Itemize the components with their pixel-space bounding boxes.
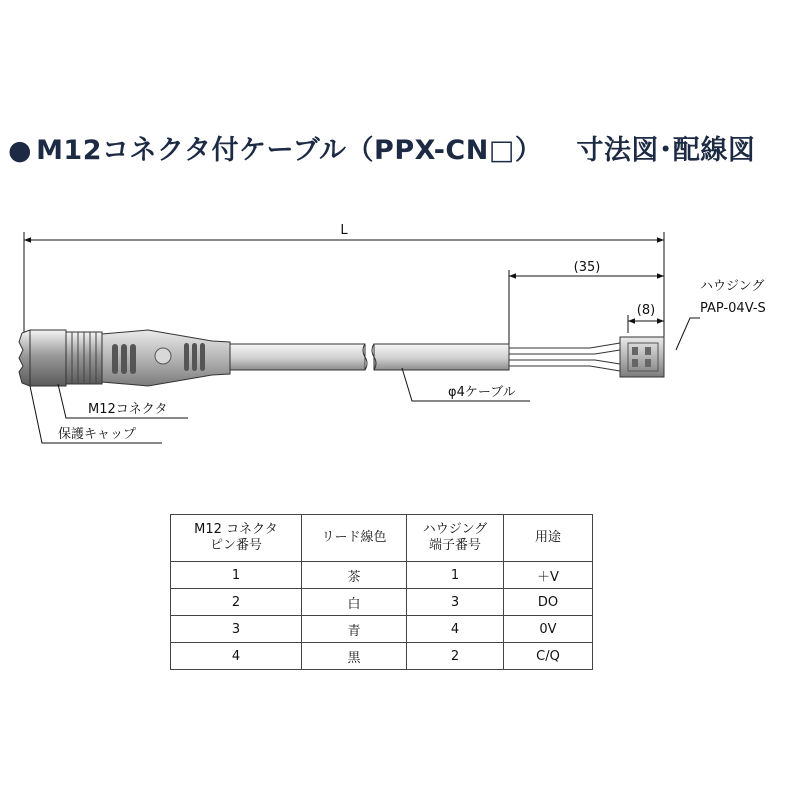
cable-left (230, 344, 365, 370)
dimension-35-label: (35) (573, 260, 601, 275)
cable-label: φ4ケーブル (448, 385, 516, 400)
cell-terminal: 1 (407, 562, 504, 589)
wiring-table (170, 514, 593, 670)
protective-cap (19, 330, 66, 386)
knurled-nut (66, 332, 102, 384)
connector-body (102, 330, 230, 386)
title-bullet: ● (8, 135, 33, 166)
header-housing-terminal: ハウジング 端子番号 (407, 515, 504, 562)
connector-label: M12コネクタ (88, 402, 168, 417)
title-sub: 寸法図･配線図 (576, 135, 756, 166)
cell-terminal: 4 (407, 616, 504, 643)
header-lead-color: リード線色 (302, 515, 407, 562)
header-usage: 用途 (504, 515, 593, 562)
cell-pin: 2 (171, 589, 302, 616)
table-row (171, 562, 593, 589)
cell-usage: C/Q (504, 643, 593, 670)
cable-right (374, 344, 509, 370)
housing-label-line1: ハウジング (700, 279, 765, 294)
title-main: M12コネクタ付ケーブル（PPX-CN□） (36, 135, 543, 166)
table-header-row (171, 515, 593, 562)
cell-color: 白 (302, 589, 407, 616)
table-row (171, 589, 593, 616)
lead-wires (509, 343, 620, 371)
cell-color: 茶 (302, 562, 407, 589)
housing-connector (620, 337, 664, 377)
cell-color: 黒 (302, 643, 407, 670)
cell-pin: 1 (171, 562, 302, 589)
cell-terminal: 2 (407, 643, 504, 670)
cell-usage: ＋V (504, 562, 593, 589)
housing-label-line2: PAP-04V-S (700, 301, 766, 316)
table-row (171, 616, 593, 643)
cell-usage: 0V (504, 616, 593, 643)
table-row (171, 643, 593, 670)
cell-pin: 3 (171, 616, 302, 643)
cell-pin: 4 (171, 643, 302, 670)
dimension-L-label: L (340, 223, 348, 238)
cap-label: 保護キャップ (58, 427, 137, 442)
header-pin-number: M12 コネクタ ピン番号 (171, 515, 302, 562)
dimension-8-label: (8) (636, 303, 656, 318)
cell-usage: DO (504, 589, 593, 616)
housing-leader (676, 318, 700, 350)
cell-terminal: 3 (407, 589, 504, 616)
cell-color: 青 (302, 616, 407, 643)
